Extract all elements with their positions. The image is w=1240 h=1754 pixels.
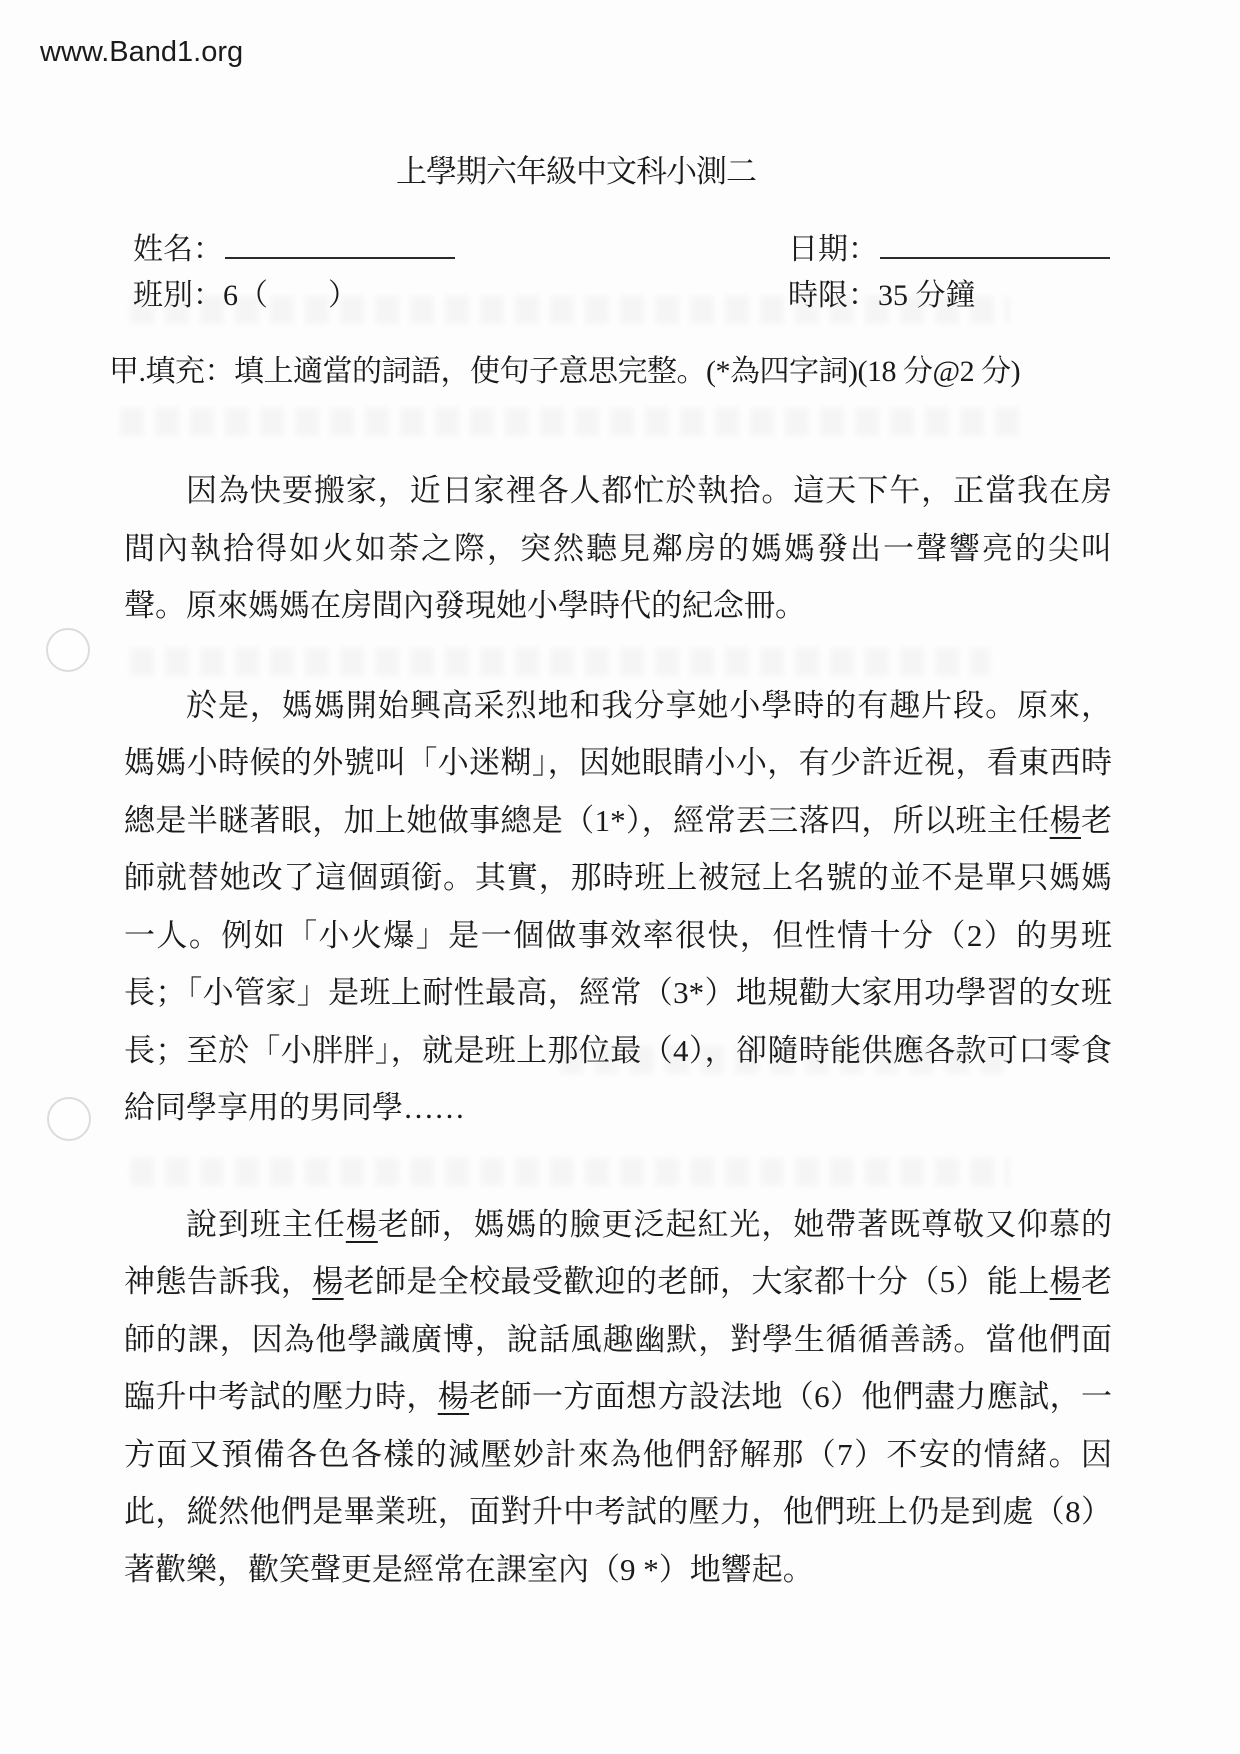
time-limit-field — [788, 270, 976, 314]
name-field — [133, 224, 455, 268]
paragraph-text: 因為快要搬家，近日家裡各人都忙於執拾。這天下午，正當我在房間內執拾得如火如荼之際，突然聽見鄰房的媽媽發出一聲響亮的尖叫聲。原來媽媽在房間內發現她小學時代的紀念冊。 — [124, 473, 1112, 623]
name-blank-line — [225, 227, 455, 259]
paragraph-text: 老師，媽媽的臉更泛起紅光，她帶著既尊敬又仰慕的神態告訴我， — [124, 1206, 1113, 1299]
paragraph-text: 說到班主任 — [186, 1206, 346, 1242]
underlined-teacher-name: 楊 — [1049, 1264, 1082, 1299]
paragraph-text: 老師的課，因為他學識廣博，說話風趣幽默，對學生循循善誘。當他們面臨升中考試的壓力時， — [124, 1264, 1113, 1414]
underlined-teacher-name: 楊 — [345, 1206, 378, 1242]
hole-punch — [47, 1097, 91, 1141]
paragraph-text: 於是，媽媽開始興高采烈地和我分享她小學時的有趣片段。原來，媽媽小時候的外號叫「小迷糊」，因她眼睛小小，有少許近視，看東西時總是半瞇著眼，加上她做事總是（1*），經常丟三落四，所以班主任 — [124, 687, 1112, 838]
page-title: 上學期六年級中文科小測二 — [396, 154, 756, 189]
paragraph-text: 老師一方面想方設法地（6）他們盡力應試，一方面又預備各色各樣的減壓妙計來為他們舒解那（7）不安的情緒。因此，縱然他們是畢業班，面對升中考試的壓力，他們班上仍是到處（8）著歡樂，歡笑聲更是經常在課室內（9 *）地響起。 — [124, 1379, 1113, 1587]
hole-punch — [46, 628, 90, 672]
section-heading: 甲.填充：填上適當的詞語，使句子意思完整。(*為四字詞)(18 分@2 分) — [109, 355, 1021, 388]
class-field — [133, 270, 358, 314]
paragraph-text: 老師是全校最受歡迎的老師，大家都十分（5）能上 — [343, 1264, 1050, 1299]
body-paragraph — [124, 677, 1112, 1137]
underlined-teacher-name: 楊 — [1049, 802, 1082, 838]
name-label: 姓名： — [133, 233, 223, 266]
underlined-teacher-name: 楊 — [437, 1379, 470, 1414]
paragraph-text: 老師就替她改了這個頭銜。其實，那時班上被冠上名號的並不是單只媽媽一人。例如「小火爆」是一個做事效率很快，但性情十分（2）的男班長；「小管家」是班上耐性最高，經常（3*）地規勸大家用功學習的女班長；至於「小胖胖」，就是班上那位最（4），卻隨時能供應各款可口零食給同學享用的男同學…… — [124, 802, 1113, 1125]
time-limit-label: 時限：35 分鐘 — [788, 279, 976, 312]
date-label: 日期： — [788, 233, 878, 266]
bleed-through-artifact — [120, 408, 1020, 436]
date-blank-line — [880, 227, 1110, 259]
body-paragraph — [124, 462, 1112, 635]
date-field — [788, 224, 1110, 268]
class-label: 班別：6（ ） — [133, 279, 358, 312]
passage — [124, 462, 1112, 1598]
site-watermark: www.Band1.org — [40, 36, 244, 68]
body-paragraph — [124, 1196, 1112, 1599]
underlined-teacher-name: 楊 — [312, 1264, 344, 1299]
